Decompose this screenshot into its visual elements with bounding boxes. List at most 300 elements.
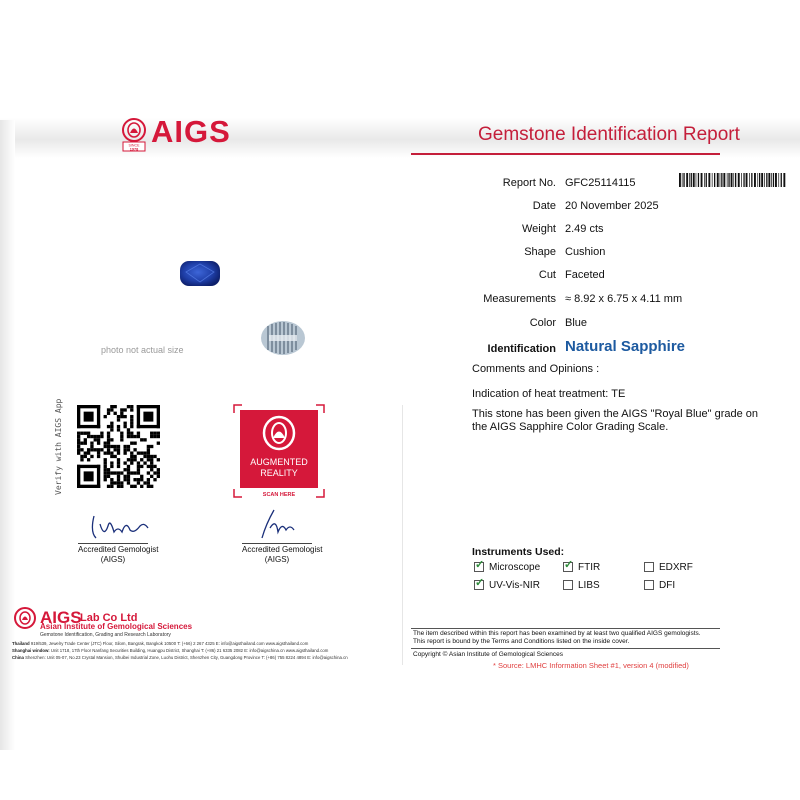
barcode-bar xyxy=(771,173,772,187)
barcode-bar xyxy=(721,173,722,187)
barcode-bar xyxy=(741,173,742,187)
barcode-bar xyxy=(689,173,690,187)
qr-module xyxy=(140,438,143,441)
qr-module xyxy=(130,485,133,488)
qr-module xyxy=(104,465,107,468)
qr-module xyxy=(107,468,110,471)
qr-module xyxy=(110,438,113,441)
qr-module xyxy=(130,451,133,454)
lab-name: Lab Co Ltd xyxy=(80,612,138,624)
instrument-label: Microscope xyxy=(489,562,541,573)
comments-heading: Comments and Opinions : xyxy=(472,363,600,375)
qr-module xyxy=(127,481,130,484)
qr-module xyxy=(117,461,120,464)
qr-module xyxy=(87,432,90,435)
qr-module xyxy=(137,471,140,474)
qr-module xyxy=(110,451,113,454)
qr-code[interactable] xyxy=(77,405,160,488)
field-label-cut: Cut xyxy=(538,269,556,281)
qr-module xyxy=(107,451,110,454)
qr-module xyxy=(157,458,160,461)
instrument-microscope xyxy=(474,562,540,573)
qr-module xyxy=(130,435,133,438)
qr-module xyxy=(137,451,140,454)
qr-module xyxy=(123,475,126,478)
qr-module xyxy=(114,445,117,448)
signature-line-left xyxy=(78,543,148,544)
qr-module xyxy=(123,425,126,428)
qr-module xyxy=(137,435,140,438)
qr-module xyxy=(157,475,160,478)
instrument-label: DFI xyxy=(659,580,676,591)
qr-module xyxy=(110,465,113,468)
qr-module xyxy=(110,481,113,484)
qr-module xyxy=(80,432,83,435)
qr-module xyxy=(84,442,87,445)
barcode-bar xyxy=(704,173,705,187)
footer-rule-bottom xyxy=(411,648,720,649)
qr-module xyxy=(100,432,103,435)
copyright-text: Copyright © Asian Institute of Gemological Sciences xyxy=(413,651,564,658)
qr-module xyxy=(127,465,130,468)
field-label-weight: Weight xyxy=(521,223,556,235)
instrument-edxrf xyxy=(644,562,693,573)
qr-module xyxy=(147,458,150,461)
qr-module xyxy=(110,425,113,428)
qr-module xyxy=(97,455,100,458)
qr-module xyxy=(97,442,100,445)
qr-module xyxy=(127,428,130,431)
qr-module xyxy=(77,465,100,468)
qr-module xyxy=(137,405,140,428)
qr-module xyxy=(97,435,100,438)
barcode xyxy=(679,173,787,187)
qr-module xyxy=(137,432,140,435)
qr-module xyxy=(123,451,126,454)
checkbox-microscope xyxy=(474,562,484,572)
qr-module xyxy=(110,408,113,411)
field-value-shape: Cushion xyxy=(565,246,606,258)
qr-module xyxy=(120,435,123,438)
qr-module xyxy=(90,445,93,448)
qr-module xyxy=(117,448,120,451)
address-region: Thailand xyxy=(12,641,30,646)
qr-module xyxy=(117,485,120,488)
field-label-measurements: Measurements xyxy=(483,293,556,305)
qr-module xyxy=(94,438,97,441)
qr-module xyxy=(157,435,160,438)
barcode-bar xyxy=(682,173,683,187)
qr-module xyxy=(77,435,80,438)
qr-module xyxy=(143,455,146,458)
signature-org-right: (AIGS) xyxy=(264,555,290,564)
barcode-bar xyxy=(723,173,725,187)
qr-module xyxy=(97,405,100,428)
field-value-weight: 2.49 cts xyxy=(565,223,604,235)
qr-module xyxy=(97,465,100,488)
qr-module xyxy=(94,435,97,438)
qr-module xyxy=(137,468,140,471)
field-value-color: Blue xyxy=(565,317,588,329)
gemstone-photo xyxy=(178,258,222,288)
qr-module xyxy=(123,478,126,481)
disclaimer-line-1: The item described within this report has been examined by at least two qualified AIGS gemologists. xyxy=(413,630,701,637)
photo-note: photo not actual size xyxy=(101,345,184,355)
qr-module xyxy=(107,432,110,435)
qr-module xyxy=(143,461,146,464)
identification-label: Identification xyxy=(487,343,556,355)
qr-module xyxy=(77,485,100,488)
qr-module xyxy=(137,478,140,481)
qr-module xyxy=(117,458,120,461)
qr-module xyxy=(107,442,110,445)
qr-module xyxy=(127,478,130,481)
qr-module xyxy=(110,428,113,431)
gemstone-scan-image xyxy=(260,320,306,356)
qr-module xyxy=(107,471,110,474)
qr-module xyxy=(120,408,123,411)
qr-module xyxy=(123,422,126,425)
qr-module xyxy=(120,481,123,484)
qr-module xyxy=(150,458,153,461)
barcode-bar xyxy=(733,173,734,187)
qr-module xyxy=(104,471,107,474)
qr-module xyxy=(117,445,120,448)
qr-module xyxy=(104,458,107,461)
qr-module xyxy=(117,425,120,428)
qr-module xyxy=(127,475,130,478)
qr-module xyxy=(153,478,156,481)
qr-module xyxy=(127,445,130,448)
barcode-bar xyxy=(696,173,697,187)
instrument-label: UV-Vis-NIR xyxy=(489,580,540,591)
qr-module xyxy=(77,438,80,441)
address-text: Unit 1718, 17th Floor Nanfang Securities Building, Huangpu District, Shanghai T: (+86) 21 6335 2082 E: info@aigschina.cn www.aigsthailand.com xyxy=(50,648,329,653)
qr-module xyxy=(123,468,126,471)
qr-module xyxy=(130,408,133,411)
qr-module xyxy=(77,451,80,454)
address-shanghai xyxy=(12,648,328,653)
barcode-bar xyxy=(728,173,729,187)
qr-module xyxy=(94,448,97,451)
field-value-date: 20 November 2025 xyxy=(565,200,659,212)
qr-module xyxy=(84,432,87,435)
qr-module xyxy=(97,451,100,454)
barcode-bar xyxy=(743,173,744,187)
qr-module xyxy=(104,415,107,418)
barcode-bar xyxy=(775,173,777,187)
grade-statement: This stone has been given the AIGS "Royal Blue" grade on the AIGS Sapphire Color Grading Scale. xyxy=(472,408,759,433)
qr-module xyxy=(147,455,150,458)
qr-module xyxy=(117,475,120,478)
qr-module xyxy=(80,442,83,445)
qr-module xyxy=(84,412,94,422)
qr-module xyxy=(150,475,153,478)
qr-module xyxy=(147,478,150,481)
qr-module xyxy=(120,432,123,435)
qr-module xyxy=(120,485,123,488)
qr-module xyxy=(140,485,143,488)
barcode-bar xyxy=(712,173,713,187)
qr-module xyxy=(140,458,143,461)
qr-module xyxy=(117,465,120,468)
barcode-bar xyxy=(738,173,740,187)
qr-module xyxy=(133,458,136,461)
lab-seal-logo xyxy=(12,606,38,632)
qr-module xyxy=(107,408,110,411)
qr-module xyxy=(130,442,133,445)
qr-module xyxy=(123,408,126,411)
qr-module xyxy=(123,461,126,464)
qr-module xyxy=(130,471,133,474)
barcode-bar xyxy=(686,173,688,187)
checkbox-libs xyxy=(563,580,573,590)
qr-module xyxy=(130,432,133,435)
barcode-bar xyxy=(727,173,728,187)
qr-module xyxy=(157,405,160,428)
qr-module xyxy=(147,445,150,448)
qr-module xyxy=(77,405,100,408)
qr-module xyxy=(153,435,156,438)
qr-module xyxy=(150,468,153,471)
column-divider xyxy=(402,405,403,665)
qr-module xyxy=(133,442,136,445)
qr-module xyxy=(110,455,113,458)
qr-module xyxy=(137,461,140,464)
address-region: China xyxy=(12,655,24,660)
address-shenzhen xyxy=(12,655,348,660)
barcode-bar xyxy=(708,173,710,187)
qr-module xyxy=(104,451,107,454)
barcode-bar xyxy=(717,173,719,187)
qr-module xyxy=(80,448,83,451)
qr-module xyxy=(104,478,107,481)
since-text: SINCE xyxy=(128,143,140,148)
qr-module xyxy=(84,451,87,454)
address-thailand xyxy=(12,641,308,646)
qr-module xyxy=(107,485,110,488)
qr-module xyxy=(123,415,126,418)
qr-module xyxy=(110,478,113,481)
qr-module xyxy=(77,425,100,428)
qr-module xyxy=(157,468,160,471)
barcode-bar xyxy=(764,173,765,187)
qr-module xyxy=(87,451,90,454)
field-label-shape: Shape xyxy=(524,246,556,258)
qr-module xyxy=(143,412,153,422)
barcode-bar xyxy=(701,173,703,187)
qr-module xyxy=(127,471,130,474)
qr-module xyxy=(90,442,93,445)
checkbox-dfi xyxy=(644,580,654,590)
qr-module xyxy=(114,455,117,458)
barcode-bar xyxy=(749,173,750,187)
barcode-bar xyxy=(754,173,756,187)
report-title: Gemstone Identification Report xyxy=(478,124,740,145)
qr-module xyxy=(104,445,107,448)
barcode-bar xyxy=(714,173,715,187)
qr-module xyxy=(110,422,113,425)
field-value-report-no: GFC25114115 xyxy=(565,177,636,189)
qr-module xyxy=(130,418,133,421)
qr-module xyxy=(100,448,103,451)
qr-module xyxy=(104,468,107,471)
lab-tagline: Gemstone Identification, Grading and Research Laboratory xyxy=(40,632,171,638)
field-value-measurements: ≈ 8.92 x 6.75 x 4.11 mm xyxy=(565,293,683,305)
field-value-cut: Faceted xyxy=(565,269,605,281)
instrument-libs xyxy=(563,580,600,591)
qr-module xyxy=(140,478,143,481)
qr-module xyxy=(150,445,153,448)
qr-module xyxy=(133,471,136,474)
barcode-bar xyxy=(679,173,681,187)
barcode-bar xyxy=(751,173,752,187)
qr-module xyxy=(77,405,80,428)
qr-module xyxy=(137,425,160,428)
qr-module xyxy=(77,442,80,445)
signature-line-right xyxy=(242,543,312,544)
qr-module xyxy=(77,465,80,488)
qr-module xyxy=(127,435,130,438)
qr-module xyxy=(117,471,120,474)
qr-module xyxy=(117,428,120,431)
qr-module xyxy=(110,445,113,448)
instrument-label: EDXRF xyxy=(659,562,693,573)
qr-module xyxy=(104,461,107,464)
signature-title-left: Accredited Gemologist xyxy=(78,545,159,554)
qr-module xyxy=(107,438,110,441)
qr-module xyxy=(107,425,110,428)
qr-module xyxy=(90,455,93,458)
qr-module xyxy=(157,432,160,435)
qr-module xyxy=(123,445,126,448)
qr-module xyxy=(157,471,160,474)
barcode-bar xyxy=(731,173,733,187)
checkbox-edxrf xyxy=(644,562,654,572)
field-label-date: Date xyxy=(532,200,556,212)
barcode-bar xyxy=(735,173,736,187)
signature-right xyxy=(240,504,320,540)
qr-module xyxy=(77,445,80,448)
qr-module xyxy=(127,405,130,408)
barcode-bar xyxy=(683,173,684,187)
qr-module xyxy=(77,432,80,435)
aigs-seal-logo xyxy=(121,118,147,152)
qr-module xyxy=(143,451,146,454)
qr-module xyxy=(133,455,136,458)
since-year: 1978 xyxy=(129,147,139,152)
field-label-report-no: Report No. xyxy=(502,177,556,189)
qr-module xyxy=(150,461,153,464)
qr-module xyxy=(117,451,120,454)
instrument-label: LIBS xyxy=(578,580,600,591)
qr-module xyxy=(130,422,133,425)
qr-module xyxy=(147,451,150,454)
barcode-bar xyxy=(761,173,763,187)
barcode-bar xyxy=(720,173,721,187)
qr-module xyxy=(130,455,133,458)
instrument-ftir xyxy=(563,562,600,573)
address-text: Shenzhen: Unit 05-07, No.23 Crystal Mansion, Shuibei Industrial Zone, Luohu District, Shenzhen City, Guangdong Province T: (+86) 755 8224 4894 E: info@aigschina.cn xyxy=(25,655,348,660)
qr-module xyxy=(137,405,160,408)
ar-cta: SCAN HERE xyxy=(262,492,296,498)
identification-value: Natural Sapphire xyxy=(565,338,686,355)
qr-module xyxy=(120,415,123,418)
qr-module xyxy=(107,435,110,438)
barcode-bar xyxy=(778,173,779,187)
qr-module xyxy=(153,471,156,474)
qr-module xyxy=(157,442,160,445)
qr-module xyxy=(147,485,150,488)
qr-module xyxy=(147,448,150,451)
qr-module xyxy=(110,485,113,488)
qr-module xyxy=(140,465,143,468)
qr-module xyxy=(130,405,133,408)
qr-module xyxy=(150,455,153,458)
instrument-dfi xyxy=(644,580,675,591)
qr-module xyxy=(117,415,120,418)
qr-module xyxy=(87,435,90,438)
qr-module xyxy=(130,461,133,464)
qr-module xyxy=(143,481,146,484)
qr-module xyxy=(140,451,143,454)
qr-module xyxy=(90,448,93,451)
qr-module xyxy=(84,471,94,481)
brand-logo-text: AIGS xyxy=(151,114,231,149)
qr-module xyxy=(137,481,140,484)
qr-module xyxy=(153,455,156,458)
barcode-bar xyxy=(773,173,774,187)
qr-module xyxy=(107,412,110,415)
barcode-bar xyxy=(781,173,782,187)
disclaimer-line-2: This report is bound by the Terms and Conditions listed on the inside cover. xyxy=(413,638,630,645)
qr-module xyxy=(100,435,103,438)
qr-module xyxy=(147,481,150,484)
qr-module xyxy=(127,468,130,471)
qr-module xyxy=(127,448,130,451)
qr-module xyxy=(147,471,150,474)
barcode-bar xyxy=(693,173,695,187)
qr-module xyxy=(104,475,107,478)
qr-module xyxy=(153,465,156,468)
qr-module xyxy=(114,448,117,451)
qr-module xyxy=(153,432,156,435)
barcode-bar xyxy=(706,173,707,187)
qr-module xyxy=(114,481,117,484)
instrument-label: FTIR xyxy=(578,562,601,573)
barcode-bar xyxy=(783,173,785,187)
qr-module xyxy=(133,435,136,438)
qr-module xyxy=(87,458,90,461)
lab-brand: AIGS xyxy=(40,608,82,627)
qr-module xyxy=(107,448,110,451)
checkbox-ftir xyxy=(563,562,573,572)
signature-title-right: Accredited Gemologist xyxy=(242,545,323,554)
ar-line2: REALITY xyxy=(260,468,298,478)
qr-module xyxy=(87,448,90,451)
qr-module xyxy=(120,438,123,441)
address-text: 919/539, Jewelry Trade Center (JTC) Floor, Silom, Bangrak, Bangkok 10500 T: (+66) 2 267 4325 E: info@aigsthailand.com www.aigsthailand.com xyxy=(30,641,309,646)
qr-module xyxy=(84,438,87,441)
qr-module xyxy=(147,465,150,468)
qr-module xyxy=(117,481,120,484)
barcode-bar xyxy=(768,173,770,187)
footer-rule-top xyxy=(411,628,720,629)
qr-module xyxy=(110,471,113,474)
augmented-reality-badge[interactable] xyxy=(232,403,326,499)
qr-module xyxy=(114,405,117,408)
qr-module xyxy=(120,471,123,474)
